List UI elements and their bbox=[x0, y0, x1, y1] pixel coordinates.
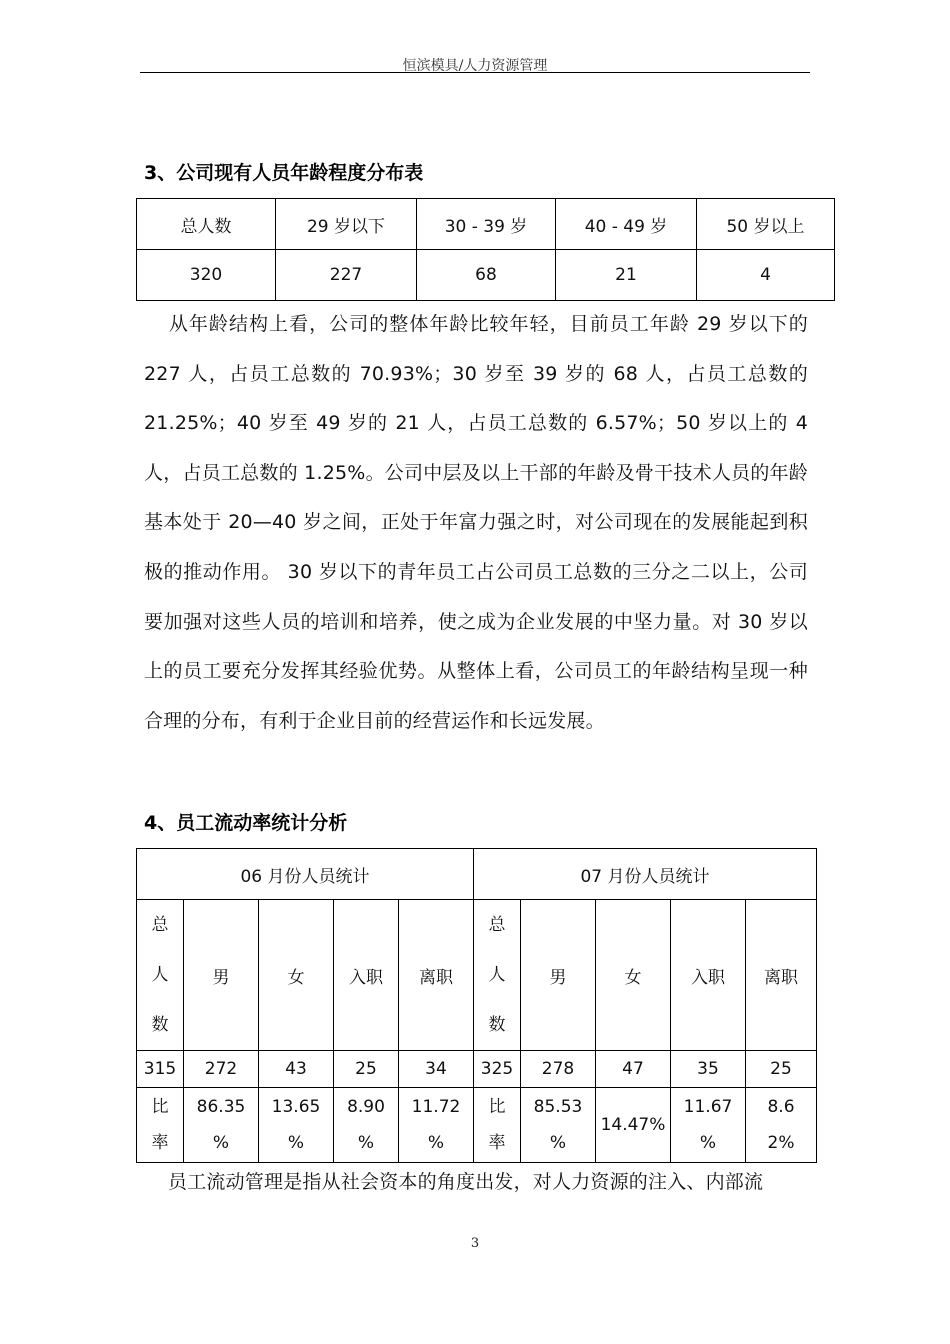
june-leave-count: 34 bbox=[399, 1051, 474, 1088]
july-join-count: 35 bbox=[671, 1051, 746, 1088]
value-total: 320 bbox=[137, 250, 276, 301]
page-header: 恒滨模具/人力资源管理 bbox=[402, 58, 548, 74]
value-40-49: 21 bbox=[556, 250, 697, 301]
age-analysis-paragraph bbox=[144, 300, 808, 746]
ratio-line-2: % bbox=[212, 1133, 230, 1153]
july-leave-ratio bbox=[746, 1088, 817, 1163]
june-male-ratio bbox=[184, 1088, 259, 1163]
ratio-line-1: 8.90 bbox=[347, 1097, 385, 1117]
ratio-char-1: 比 bbox=[488, 1097, 506, 1117]
july-male-count: 278 bbox=[521, 1051, 596, 1088]
section-3-heading: 3、公司现有人员年龄程度分布表 bbox=[144, 162, 424, 184]
june-title: 06 月份人员统计 bbox=[137, 849, 474, 900]
ratio-char-2: 率 bbox=[151, 1133, 169, 1153]
header-total: 总人数 bbox=[137, 199, 276, 250]
july-ratio-label bbox=[474, 1088, 521, 1163]
june-total-count: 315 bbox=[137, 1051, 184, 1088]
ratio-line-2: % bbox=[699, 1133, 717, 1153]
june-female-header: 女 bbox=[259, 900, 334, 1051]
june-leave-ratio bbox=[399, 1088, 474, 1163]
age-analysis-text: 从年龄结构上看，公司的整体年龄比较年轻，目前员工年龄 29 岁以下的 227 人，占员工总数的 70.93%；30 岁至 39 岁的 68 人，占员工总数的 21.25%；40 岁至 49 岁的 21 人，占员工总数的 6.57%；50 岁以上的 4 人，占员工总数的 1.25%。公司中层及以上干部的年龄及骨干技术人员的年龄基本处于 20—40 岁之间，正处于年富力强之时，对公司现在的发展能起到积极的推动作用。 30 岁以下的青年员工占公司员工总数的三分之二以上，公司要加强对这些人员的培训和培养，使之成为企业发展的中坚力量。对 30 岁以上的员工要充分发挥其经验优势。从整体上看，公司员工的年龄结构呈现一种合理的分布，有利于企业目前的经营运作和长远发展。 bbox=[144, 313, 808, 732]
july-female-count: 47 bbox=[596, 1051, 671, 1088]
total-char-2: 人 bbox=[151, 965, 169, 985]
july-leave-header: 离职 bbox=[746, 900, 817, 1051]
total-char-1: 总 bbox=[151, 915, 169, 935]
july-male-ratio bbox=[521, 1088, 596, 1163]
ratio-char-1: 比 bbox=[151, 1097, 169, 1117]
ratio-line-1: 11.72 bbox=[411, 1097, 461, 1117]
ratio-line-2: 2% bbox=[767, 1133, 795, 1153]
header-under-29: 29 岁以下 bbox=[276, 199, 417, 250]
july-join-header: 入职 bbox=[671, 900, 746, 1051]
page-number: 3 bbox=[470, 1236, 480, 1251]
ratio-line-1: 86.35 bbox=[196, 1097, 246, 1117]
value-under-29: 227 bbox=[276, 250, 417, 301]
june-male-header: 男 bbox=[184, 900, 259, 1051]
july-male-header: 男 bbox=[521, 900, 596, 1051]
july-female-ratio: 14.47% bbox=[596, 1088, 671, 1163]
ratio-line-1: 13.65 bbox=[271, 1097, 321, 1117]
turnover-paragraph bbox=[144, 1158, 808, 1208]
ratio-line-2: % bbox=[357, 1133, 375, 1153]
june-join-header: 入职 bbox=[334, 900, 399, 1051]
june-join-count: 25 bbox=[334, 1051, 399, 1088]
section-4-heading: 4、员工流动率统计分析 bbox=[144, 812, 348, 834]
total-char-1: 总 bbox=[488, 915, 506, 935]
june-total-header bbox=[137, 900, 184, 1051]
staff-turnover-table bbox=[136, 848, 817, 1163]
july-female-header: 女 bbox=[596, 900, 671, 1051]
header-rule bbox=[140, 72, 810, 73]
month-title-row bbox=[137, 849, 817, 900]
june-ratio-label bbox=[137, 1088, 184, 1163]
june-male-count: 272 bbox=[184, 1051, 259, 1088]
total-char-2: 人 bbox=[488, 965, 506, 985]
table-row bbox=[137, 1051, 817, 1088]
turnover-text: 员工流动管理是指从社会资本的角度出发，对人力资源的注入、内部流 bbox=[168, 1171, 764, 1193]
ratio-char-2: 率 bbox=[488, 1133, 506, 1153]
total-char-3: 数 bbox=[151, 1015, 169, 1035]
ratio-line-2: % bbox=[427, 1133, 445, 1153]
header-30-39: 30 - 39 岁 bbox=[417, 199, 556, 250]
ratio-line-1: 11.67 bbox=[683, 1097, 733, 1117]
june-female-ratio bbox=[259, 1088, 334, 1163]
july-leave-count: 25 bbox=[746, 1051, 817, 1088]
july-title: 07 月份人员统计 bbox=[474, 849, 817, 900]
table-row bbox=[137, 1088, 817, 1163]
ratio-line-2: % bbox=[549, 1133, 567, 1153]
july-total-header bbox=[474, 900, 521, 1051]
age-distribution-table bbox=[136, 198, 835, 301]
june-female-count: 43 bbox=[259, 1051, 334, 1088]
july-total-count: 325 bbox=[474, 1051, 521, 1088]
column-header-row bbox=[137, 900, 817, 1051]
table-header-row bbox=[137, 199, 835, 250]
july-join-ratio bbox=[671, 1088, 746, 1163]
total-char-3: 数 bbox=[488, 1015, 506, 1035]
table-row bbox=[137, 250, 835, 301]
value-30-39: 68 bbox=[417, 250, 556, 301]
value-over-50: 4 bbox=[697, 250, 835, 301]
header-over-50: 50 岁以上 bbox=[697, 199, 835, 250]
ratio-line-1: 8.6 bbox=[767, 1097, 795, 1117]
ratio-line-1: 85.53 bbox=[533, 1097, 583, 1117]
ratio-line-2: % bbox=[287, 1133, 305, 1153]
june-leave-header: 离职 bbox=[399, 900, 474, 1051]
header-40-49: 40 - 49 岁 bbox=[556, 199, 697, 250]
june-join-ratio bbox=[334, 1088, 399, 1163]
